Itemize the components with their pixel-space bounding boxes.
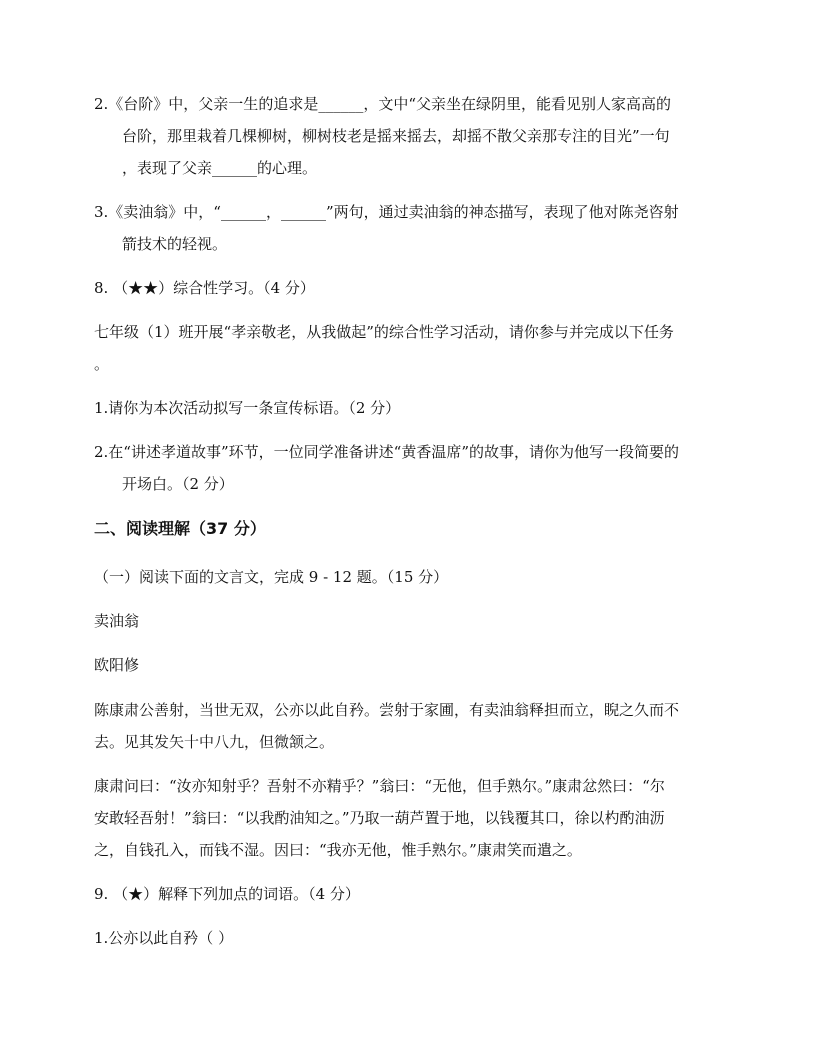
q9-heading: 9. （★）解释下列加点的词语。（4 分） bbox=[94, 885, 360, 903]
q8-item2-line2: 开场白。（2 分） bbox=[122, 475, 234, 493]
passage-title: 卖油翁 bbox=[94, 612, 140, 630]
passage-para2-line3: 之，自钱孔入，而钱不湿。因曰：“我亦无他，惟手熟尔。”康肃笑而遣之。 bbox=[94, 841, 582, 859]
passage-para2-line1: 康肃问曰：“汝亦知射乎？吾射不亦精乎？”翁曰：“无他，但手熟尔。”康肃忿然曰：“尔 bbox=[94, 777, 665, 795]
passage-para1-line1: 陈康肃公善射，当世无双，公亦以此自矜。尝射于家圃，有卖油翁释担而立，睨之久而不 bbox=[94, 701, 680, 719]
q2-line3: ，表现了父亲______的心理。 bbox=[122, 159, 318, 177]
q9-item1: 1.公亦以此自矜（ ） bbox=[94, 929, 234, 947]
q8-intro-line2: 。 bbox=[94, 355, 110, 373]
passage-author: 欧阳修 bbox=[94, 656, 140, 674]
q8-intro-line1: 七年级（1）班开展“孝亲敬老，从我做起”的综合性学习活动，请你参与并完成以下任务 bbox=[94, 323, 674, 341]
q3-line1: 3.《卖油翁》中，“______，______”两句，通过卖油翁的神态描写，表现了他对陈尧咨射 bbox=[94, 203, 679, 221]
passage-instruction: （一）阅读下面的文言文，完成 9 - 12 题。（15 分） bbox=[94, 568, 449, 586]
section-heading-reading: 二、阅读理解（37 分） bbox=[94, 519, 266, 538]
passage-para2-line2: 安敢轻吾射！”翁曰：“以我酌油知之。”乃取一葫芦置于地，以钱覆其口，徐以杓酌油沥 bbox=[94, 809, 665, 827]
passage-para1-line2: 去。见其发矢十中八九，但微颔之。 bbox=[94, 733, 335, 751]
q2-line2: 台阶，那里栽着几棵柳树，柳树枝老是摇来摇去，却摇不散父亲那专注的目光”一句 bbox=[122, 127, 670, 145]
q3-line2: 箭技术的轻视。 bbox=[122, 235, 228, 253]
q2-line1: 2.《台阶》中，父亲一生的追求是______，文中“父亲坐在绿阴里，能看见别人家高高的 bbox=[94, 95, 671, 113]
q8-item2-line1: 2.在“讲述孝道故事”环节，一位同学准备讲述“黄香温席”的故事，请你为他写一段简要的 bbox=[94, 443, 679, 461]
q8-heading: 8. （★★）综合性学习。（4 分） bbox=[94, 279, 315, 297]
q8-item1: 1.请你为本次活动拟写一条宣传标语。（2 分） bbox=[94, 399, 401, 417]
